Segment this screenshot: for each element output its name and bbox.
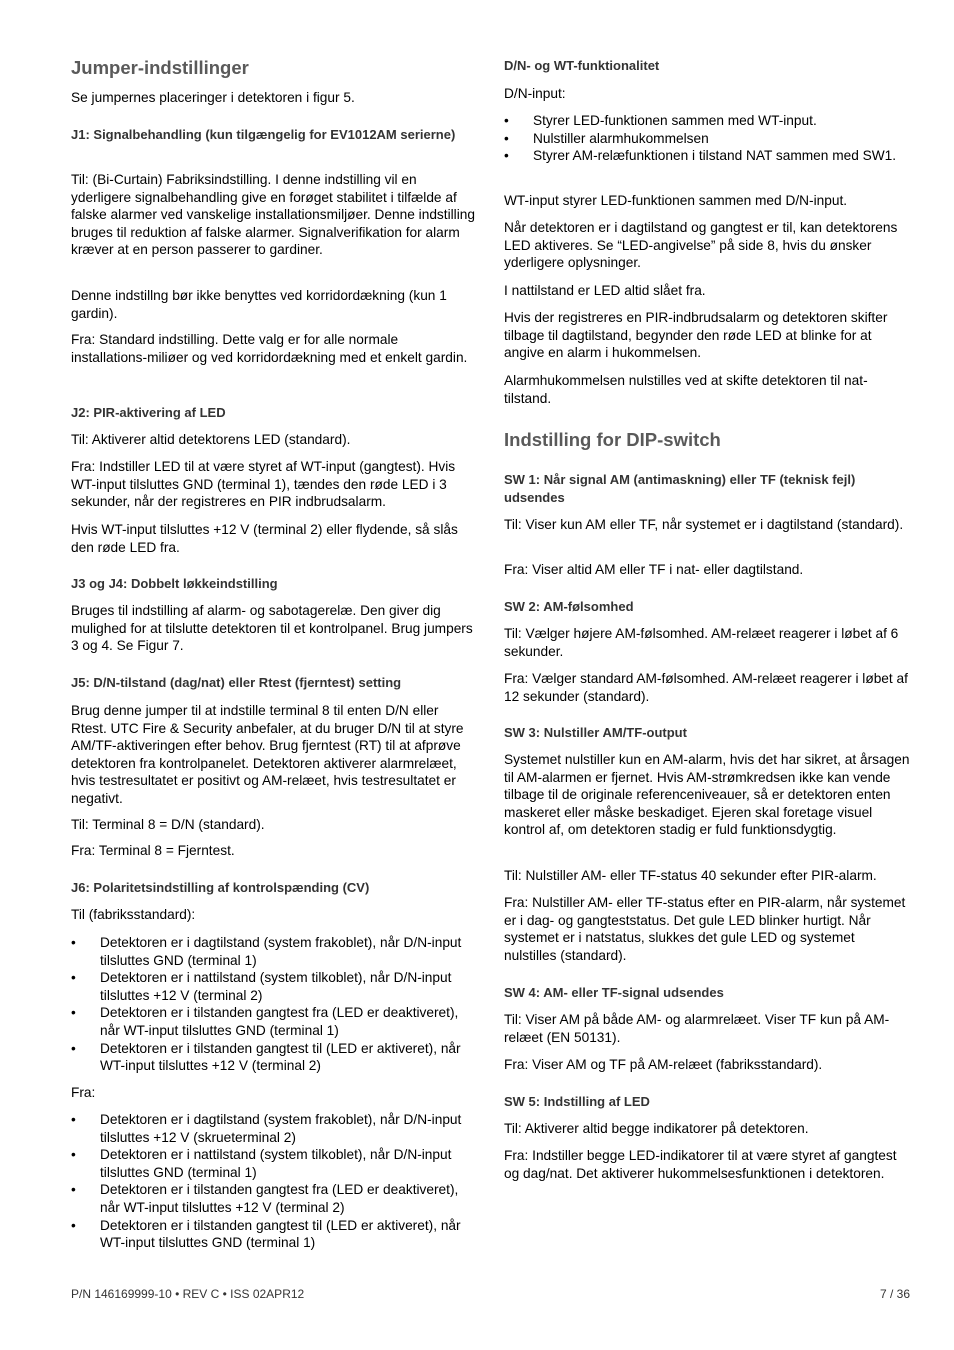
j6-fra-label: Fra: xyxy=(71,1085,96,1100)
sw3-heading: SW 3: Nulstiller AM/TF-output xyxy=(504,725,687,740)
sw1-heading: SW 1: Når signal AM (antimaskning) eller TF (teknisk fejl) udsendes xyxy=(504,472,856,505)
j1-paragraph-3: Fra: Standard indstilling. Dette valg er for alle normale installations-miliøer og ved korridordækning med et enkelt gardin. xyxy=(71,332,468,365)
j1-paragraph-2: Denne indstillng bør ikke benyttes ved korridordækning (kun 1 gardin). xyxy=(71,288,447,321)
list-item: • Detektoren er i nattilstand (system tilkoblet), når D/N-input tilsluttes GND (terminal 1) xyxy=(71,1146,475,1181)
list-item: • Detektoren er i tilstanden gangtest fra (LED er deaktiveret), når WT-input tilsluttes +12 V (terminal 2) xyxy=(71,1181,475,1216)
sw3-paragraph-2: Til: Nulstiller AM- eller TF-status 40 sekunder efter PIR-alarm. xyxy=(504,868,877,883)
j2-heading: J2: PIR-aktivering af LED xyxy=(71,405,226,420)
sw4-paragraph-2: Fra: Viser AM og TF på AM-relæet (fabriksstandard). xyxy=(504,1057,823,1072)
sw3-paragraph-3: Fra: Nulstiller AM- eller TF-status efter en PIR-alarm, når systemet er i dag- og gangteststatus. Det gule LED blinker hurtigt. Når systemet er i natstatus, slukkes det gule LED og systemet nulstilles (standard). xyxy=(504,895,906,963)
footer-part-number: P/N 146169999-10 • REV C • ISS 02APR12 xyxy=(71,1287,305,1301)
sw5-paragraph-1: Til: Aktiverer altid begge indikatorer på detektoren. xyxy=(504,1121,809,1136)
j3-heading: J3 og J4: Dobbelt løkkeindstilling xyxy=(71,576,278,591)
sw5-paragraph-2: Fra: Indstiller begge LED-indikatorer til at være styret af gangtest og dag/nat. Det aktiverer hukommelsesfunktionen i detektoren. xyxy=(504,1148,897,1181)
dn-paragraph-1: WT-input styrer LED-funktionen sammen med D/N-input. xyxy=(504,193,848,208)
dn-paragraph-3: I nattilstand er LED altid slået fra. xyxy=(504,283,706,298)
sw2-paragraph-2: Fra: Vælger standard AM-følsomhed. AM-relæet reagerer i løbet af 12 sekunder (standard). xyxy=(504,671,908,704)
sw1-paragraph-1: Til: Viser kun AM eller TF, når systemet er i dagtilstand (standard). xyxy=(504,517,904,532)
j6-til-label: Til (fabriksstandard): xyxy=(71,907,196,922)
j3-paragraph-1: Bruges til indstilling af alarm- og sabotagerelæ. Den giver dig mulighed for at tilslutte detektoren til et kontrolpanel. Brug jumpers 3 og 4. Se Figur 7. xyxy=(71,603,473,654)
j5-paragraph-2: Til: Terminal 8 = D/N (standard). xyxy=(71,817,265,832)
list-item: • Styrer LED-funktionen sammen med WT-input. xyxy=(504,112,910,130)
j5-paragraph-3: Fra: Terminal 8 = Fjerntest. xyxy=(71,843,235,858)
j6-til-list xyxy=(71,934,475,1075)
j2-paragraph-1: Til: Aktiverer altid detektorens LED (standard). xyxy=(71,432,351,447)
list-item: • Detektoren er i tilstanden gangtest til (LED er aktiveret), når WT-input tilsluttes +12 V (terminal 2) xyxy=(71,1040,475,1075)
sw1-paragraph-2: Fra: Viser altid AM eller TF i nat- eller dagtilstand. xyxy=(504,562,804,577)
dn-heading: D/N- og WT-funktionalitet xyxy=(504,58,660,73)
sw2-heading: SW 2: AM-følsomhed xyxy=(504,599,634,614)
list-item: • Detektoren er i dagtilstand (system frakoblet), når D/N-input tilsluttes GND (terminal 1) xyxy=(71,934,475,969)
j2-paragraph-3: Hvis WT-input tilsluttes +12 V (terminal 2) eller flydende, så slås den røde LED fra. xyxy=(71,522,458,555)
dn-paragraph-4: Hvis der registreres en PIR-indbrudsalarm og detektoren skifter tilbage til dagtilstand, begynder den røde LED at blinke for at angive en alarm i hukommelsen. xyxy=(504,310,888,361)
section-title-dip-switch: Indstilling for DIP-switch xyxy=(504,429,721,450)
j2-paragraph-2: Fra: Indstiller LED til at være styret af WT-input (gangtest). Hvis WT-input tilsluttes GND (terminal 1), tændes den røde LED i 3 sekunder, når der registreres en PIR indbrudsalarm. xyxy=(71,459,456,510)
dn-input-label: D/N-input: xyxy=(504,86,566,101)
j1-paragraph-1: Til: (Bi-Curtain) Fabriksindstilling. I denne indstilling vil en yderligere signalbehandling give en forøget stabilitet i tilfælde af falske alarmer ved vanskelige installationsmiljøer. Denne indstilling bruges til reduktion af falske alarmer. Signalverifikation for alarm kræver at en person passerer to gardiner. xyxy=(71,172,475,258)
list-item: • Styrer AM-relæfunktionen i tilstand NAT sammen med SW1. xyxy=(504,147,910,165)
list-item: • Detektoren er i dagtilstand (system frakoblet), når D/N-input tilsluttes +12 V (skrueterminal 2) xyxy=(71,1111,475,1146)
list-item: • Nulstiller alarmhukommelsen xyxy=(504,130,910,148)
j5-paragraph-1: Brug denne jumper til at indstille terminal 8 til enten D/N eller Rtest. UTC Fire & Security anbefaler, at du bruger D/N til at styre AM/TF-aktiveringen efter behov. Brug fjerntest (RT) til at afprøve detektoren fra kontrolpanelet. Detektoren aktiverer alarmrelæet, hvis testresultatet er positivt og AM-relæet, hvis testresultatet er negativt. xyxy=(71,703,464,806)
dn-paragraph-2: Når detektoren er i dagtilstand og gangtest er til, kan detektorens LED aktiveres. Se “LED-angivelse” på side 8, hvis du ønsker yderligere oplysninger. xyxy=(504,220,898,271)
j6-fra-list xyxy=(71,1111,475,1252)
sw2-paragraph-1: Til: Vælger højere AM-følsomhed. AM-relæet reagerer i løbet af 6 sekunder. xyxy=(504,626,899,659)
j1-heading: J1: Signalbehandling (kun tilgængelig for EV1012AM serierne) xyxy=(71,127,456,142)
sw3-paragraph-1: Systemet nulstiller kun en AM-alarm, hvis det har sikret, at årsagen til AM-alarmen er fjernet. Hvis AM-strømkredsen ikke kan vende tilbage til de originale referenceniveauer, så er detektoren enten maskeret eller måske beskadiget. Ejeren skal foretage visuel kontrol af, om detektoren stadig er fuld funktionsdygtig. xyxy=(504,752,910,838)
intro-paragraph: Se jumpernes placeringer i detektoren i figur 5. xyxy=(71,90,355,105)
sw4-paragraph-1: Til: Viser AM på både AM- og alarmrelæet. Viser TF kun på AM-relæet (EN 50131). xyxy=(504,1012,890,1045)
j5-heading: J5: D/N-tilstand (dag/nat) eller Rtest (fjerntest) setting xyxy=(71,675,402,690)
dn-paragraph-5: Alarmhukommelsen nulstilles ved at skifte detektoren til nat-tilstand. xyxy=(504,373,868,406)
list-item: • Detektoren er i nattilstand (system tilkoblet), når D/N-input tilsluttes +12 V (terminal 2) xyxy=(71,969,475,1004)
sw5-heading: SW 5: Indstilling af LED xyxy=(504,1094,650,1109)
j6-heading: J6: Polaritetsindstilling af kontrolspænding (CV) xyxy=(71,880,370,895)
list-item: • Detektoren er i tilstanden gangtest fra (LED er deaktiveret), når WT-input tilsluttes GND (terminal 1) xyxy=(71,1004,475,1039)
footer-page-number: 7 / 36 xyxy=(879,1287,910,1301)
sw4-heading: SW 4: AM- eller TF-signal udsendes xyxy=(504,985,724,1000)
dn-input-list xyxy=(504,112,910,165)
section-title-jumper: Jumper-indstillinger xyxy=(71,57,249,78)
list-item: • Detektoren er i tilstanden gangtest til (LED er aktiveret), når WT-input tilsluttes GND (terminal 1) xyxy=(71,1217,475,1252)
